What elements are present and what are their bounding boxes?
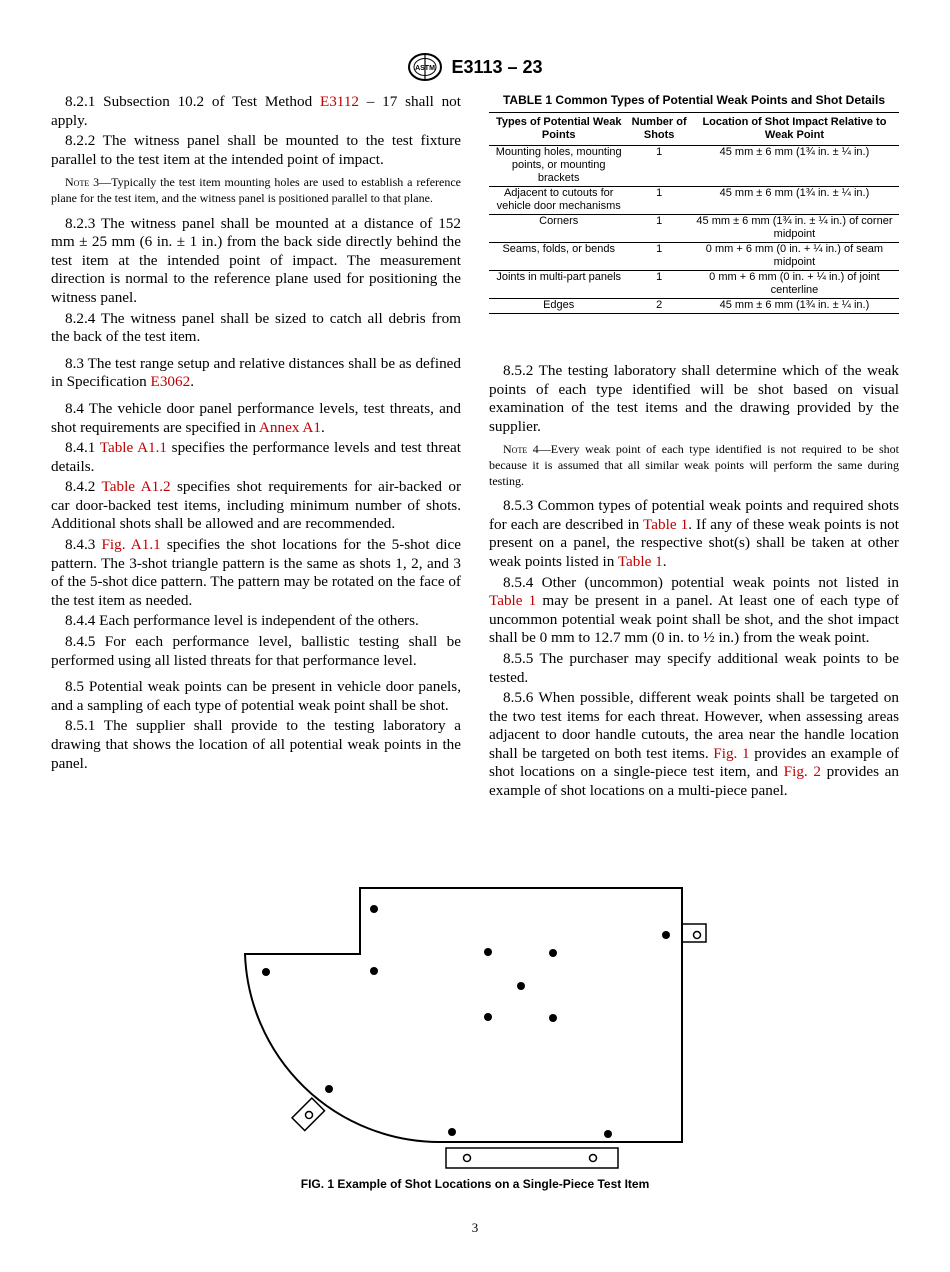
paragraph-8-5-6: 8.5.6 When possible, different weak points shall be targeted on the two test items for each threat. However, when assessing areas adjacent to door handle cutouts, the area near the handle location shall be targeted on both test items. Fig. 1 provides an example of shot locations on a single-piece test item, and Fig. 2 provides an example of shot locations on a multi-piece panel.	[489, 689, 899, 800]
table-row	[489, 271, 899, 299]
shot-location	[370, 967, 378, 975]
table-header-cell: Number of Shots	[628, 113, 690, 146]
paragraph-8-5: 8.5 Potential weak points can be present in vehicle door panels, and a sampling of each type of potential weak point shall be shot.	[51, 678, 461, 714]
ref-link-fig-1[interactable]: Fig. 1	[713, 744, 750, 762]
table-cell: 1	[628, 146, 690, 187]
note-3: Note 3—Typically the test item mounting holes are used to establish a reference plane for the test item, and the witness panel is positioned parallel to that plane.	[51, 175, 461, 205]
table-1	[489, 112, 899, 314]
ref-link-table-1[interactable]: Table 1	[643, 515, 689, 533]
shot-location	[484, 948, 492, 956]
shot-location	[549, 1014, 557, 1022]
paragraph-8-2-3: 8.2.3 The witness panel shall be mounted at a distance of 152 mm ± 25 mm (6 in. ± 1 in.) from the back side directly behind the test item at the intended point of impact. The measurement direction is normal to the reference plane used for positioning the witness panel.	[51, 214, 461, 306]
table-cell: Joints in multi-part panels	[489, 271, 628, 299]
paragraph-8-3: 8.3 The test range setup and relative distances shall be as defined in Specification E3062.	[51, 354, 461, 391]
page-number: 3	[471, 1220, 479, 1235]
table-cell: 0 mm + 6 mm (0 in. + ¼ in.) of joint centerline	[690, 271, 899, 299]
paragraph-8-4-3: 8.4.3 Fig. A1.1 specifies the shot locations for the 5-shot dice pattern. The 3-shot triangle pattern is the same as shots 1, 2, and 3 of the 5-shot dice pattern. The pattern may be rotated on the face of the test item as needed.	[51, 536, 461, 609]
table-cell: 45 mm ± 6 mm (1¾ in. ± ¼ in.)	[690, 146, 899, 187]
shot-location	[484, 1013, 492, 1021]
paragraph-8-4-1: 8.4.1 Table A1.1 specifies the performance levels and test threat details.	[51, 439, 461, 475]
paragraph-8-2-2: 8.2.2 The witness panel shall be mounted to the test fixture parallel to the test item at the intended point of impact.	[51, 132, 461, 168]
table-cell: 1	[628, 271, 690, 299]
right-column	[489, 93, 899, 803]
ref-link-table-a1-1[interactable]: Table A1.1	[99, 439, 168, 457]
mounting-tab-corner	[292, 1098, 325, 1131]
ref-link-table-1[interactable]: Table 1	[617, 552, 663, 570]
table-cell: 1	[628, 215, 690, 243]
ref-link-e3112[interactable]: E3112	[319, 93, 360, 110]
paragraph-8-5-2: 8.5.2 The testing laboratory shall determine which of the weak points of each type identified will be shot based on visual examination of the test items and the drawing provided by the supplier.	[489, 362, 899, 435]
table-row	[489, 187, 899, 215]
table-cell: 45 mm ± 6 mm (1¾ in. ± ¼ in.)	[690, 299, 899, 314]
ref-link-table-1[interactable]: Table 1	[489, 592, 537, 610]
table-row	[489, 243, 899, 271]
table-cell: 2	[628, 299, 690, 314]
shot-location	[370, 905, 378, 913]
shot-location	[517, 982, 525, 990]
table-row	[489, 215, 899, 243]
figure-1-caption: FIG. 1 Example of Shot Locations on a Single-Piece Test Item	[300, 1177, 650, 1191]
shot-location	[262, 968, 270, 976]
paragraph-8-5-4: 8.5.4 Other (uncommon) potential weak points not listed in Table 1 may be present in a panel. At least one of each type of uncommon potential weak point shall be shot, and the shot impact shall be 0 mm to 12.7 mm (0 in. to ½ in.) from the weak point.	[489, 573, 899, 647]
paragraph-8-2-1: 8.2.1 Subsection 10.2 of Test Method E3112 – 17 shall not apply.	[51, 93, 461, 129]
astm-logo-icon	[407, 52, 443, 82]
mounting-hole	[464, 1155, 471, 1162]
note-4: Note 4—Every weak point of each type identified is not required to be shot because it is assumed that all similar weak points will perform the same during testing.	[489, 442, 899, 488]
shot-location	[325, 1085, 333, 1093]
ref-link-fig-2[interactable]: Fig. 2	[783, 763, 821, 781]
shot-location	[662, 931, 670, 939]
paragraph-8-4-2: 8.4.2 Table A1.2 specifies shot requirements for air-backed or car door-backed test items, including minimum number of shots. Additional shots shall be allowed and are recommended.	[51, 478, 462, 533]
table-cell: 1	[628, 187, 690, 215]
shot-location	[549, 949, 557, 957]
paragraph-8-4-5: 8.4.5 For each performance level, ballistic testing shall be performed using all listed threats for that performance level.	[51, 633, 461, 669]
paragraph-8-4: 8.4 The vehicle door panel performance levels, test threats, and shot requirements are specified in Annex A1.	[51, 399, 461, 436]
svg-text:ASTM: ASTM	[415, 65, 436, 72]
ref-link-fig-a1-1[interactable]: Fig. A1.1	[101, 536, 161, 554]
paragraph-8-4-4: 8.4.4 Each performance level is independent of the others.	[65, 612, 419, 630]
table-row	[489, 146, 899, 187]
shot-location	[604, 1130, 612, 1138]
table-header-cell: Location of Shot Impact Relative to Weak Point	[690, 113, 899, 146]
table-cell: Seams, folds, or bends	[489, 243, 628, 271]
page-header	[0, 52, 950, 82]
table-header-cell: Types of Potential Weak Points	[489, 113, 628, 146]
left-column	[51, 93, 461, 775]
ref-link-e3062[interactable]: E3062	[150, 373, 191, 391]
paragraph-8-5-5: 8.5.5 The purchaser may specify additional weak points to be tested.	[489, 649, 899, 686]
ref-link-table-a1-2[interactable]: Table A1.2	[101, 478, 171, 496]
mounting-hole	[694, 932, 701, 939]
mounting-hole	[590, 1155, 597, 1162]
table-cell: Mounting holes, mounting points, or mounting brackets	[489, 146, 628, 187]
figure-1-drawing	[240, 880, 710, 1175]
table-cell: 45 mm ± 6 mm (1¾ in. ± ¼ in.)	[690, 187, 899, 215]
paragraph-8-5-1: 8.5.1 The supplier shall provide to the testing laboratory a drawing that shows the location of all potential weak points in the panel.	[51, 717, 461, 772]
standard-designation: E3113 – 23	[451, 56, 543, 77]
table-cell: Adjacent to cutouts for vehicle door mechanisms	[489, 187, 628, 215]
table-cell: 45 mm ± 6 mm (1¾ in. ± ¼ in.) of corner midpoint	[690, 215, 899, 243]
table-cell: 0 mm + 6 mm (0 in. + ¼ in.) of seam midpoint	[690, 243, 899, 271]
table-cell: Corners	[489, 215, 628, 243]
mounting-tab-bottom	[446, 1148, 618, 1168]
ref-link-annex-a1[interactable]: Annex A1	[258, 418, 321, 436]
paragraph-8-5-3: 8.5.3 Common types of potential weak points and required shots for each are described in Table 1. If any of these weak points is not present on a panel, the respective shot(s) shall be taken at other weak points listed in Table 1.	[489, 497, 899, 570]
table-cell: Edges	[489, 299, 628, 314]
paragraph-8-2-4: 8.2.4 The witness panel shall be sized to catch all debris from the back of the test item.	[51, 309, 461, 346]
table-cell: 1	[628, 243, 690, 271]
shot-location	[448, 1128, 456, 1136]
table-row	[489, 299, 899, 314]
table-1-title: TABLE 1 Common Types of Potential Weak Points and Shot Details	[502, 93, 886, 107]
